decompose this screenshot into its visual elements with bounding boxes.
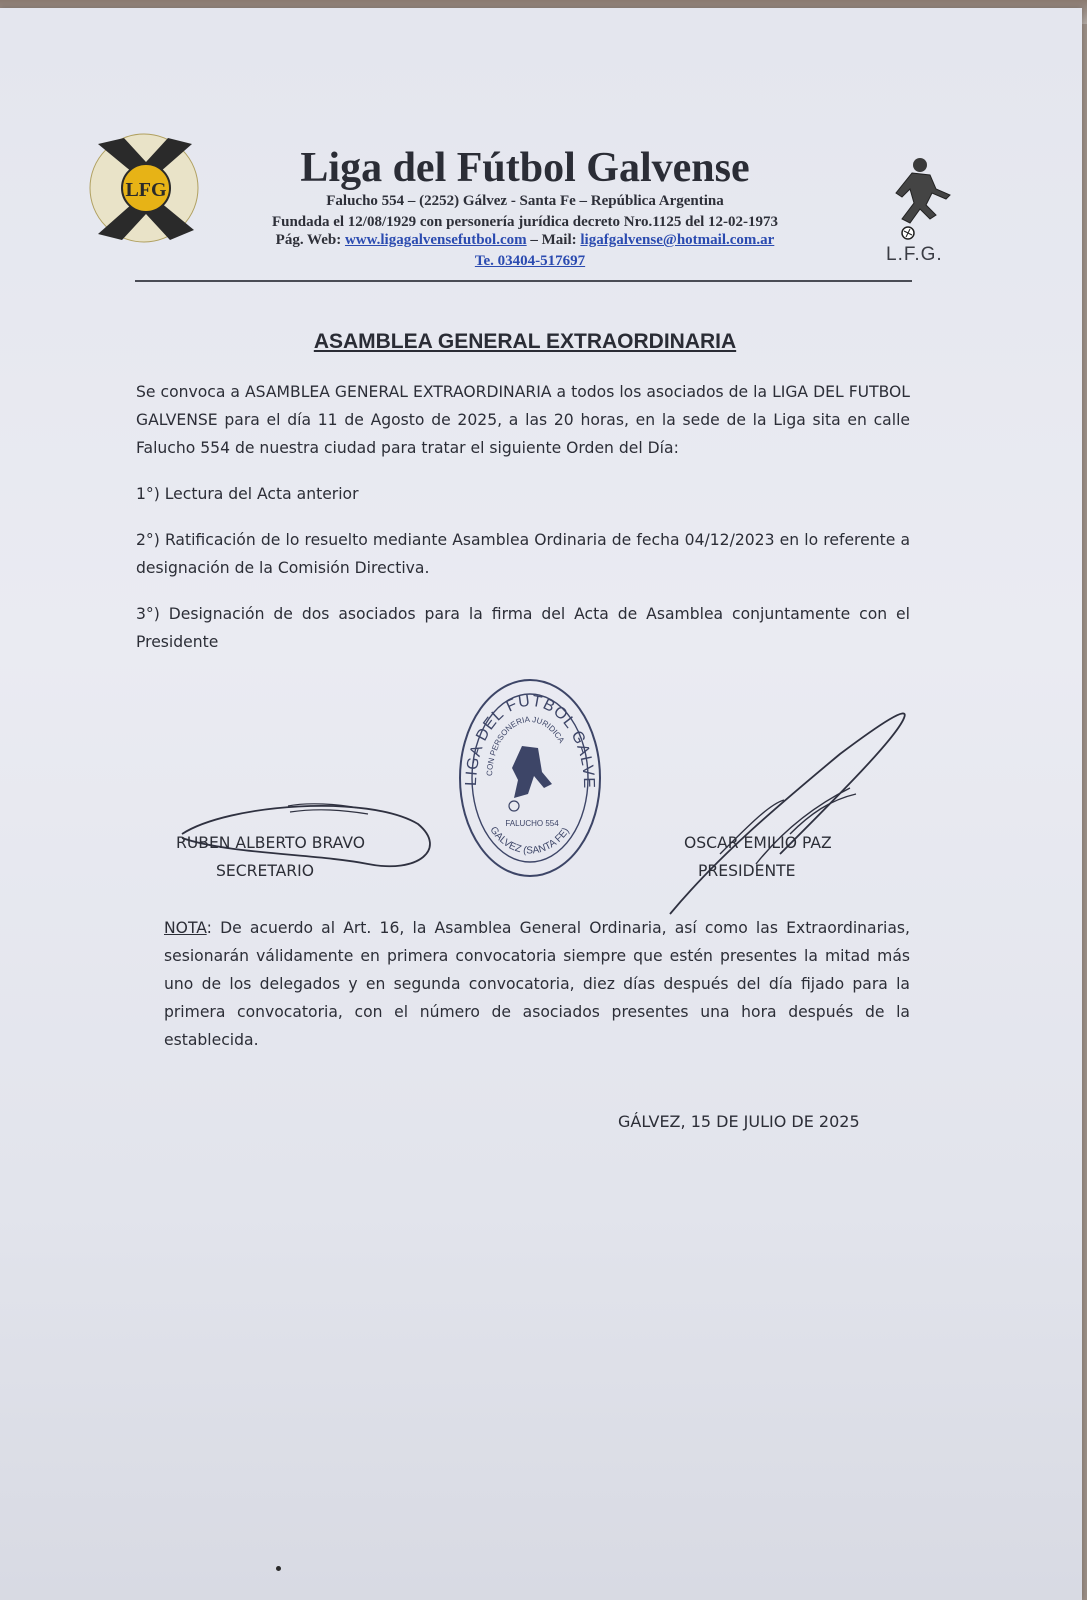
- president-role: PRESIDENTE: [698, 862, 796, 880]
- phone-link[interactable]: Te. 03404-517697: [474, 253, 586, 269]
- logo-initials: LFG: [125, 179, 167, 201]
- stamp-address-text: FALUCHO 554: [505, 819, 559, 828]
- website-link[interactable]: www.ligagalvensefutbol.com: [344, 232, 527, 248]
- secretary-name: RUBEN ALBERTO BRAVO: [176, 834, 366, 852]
- mail-label: – Mail:: [530, 232, 577, 248]
- note-label: NOTA: [164, 919, 207, 937]
- phone-line: [360, 253, 700, 270]
- document-title: ASAMBLEA GENERAL EXTRAORDINARIA: [313, 330, 737, 353]
- note-paragraph: [164, 914, 910, 1054]
- agenda-item-1: 1°) Lectura del Acta anterior: [136, 485, 359, 503]
- founded-line: Fundada el 12/08/1929 con personería jurídica decreto Nro.1125 del 12-02-1973: [271, 214, 779, 230]
- ink-dot: [276, 1566, 281, 1571]
- stamp-inner-text: CON PERSONERIA JURIDICA: [484, 714, 567, 777]
- stamp-city-text: GALVEZ (SANTA FE): [487, 824, 572, 857]
- president-signature: [660, 704, 920, 928]
- organization-title: Liga del Fútbol Galvense: [300, 145, 750, 191]
- secretary-role: SECRETARIO: [216, 862, 315, 880]
- agenda-item-3: 3°) Designación de dos asociados para la firma del Acta de Asamblea conjuntamente con el Presidente: [136, 605, 910, 651]
- initials-label: L.F.G.: [886, 244, 943, 265]
- email-link[interactable]: ligafgalvense@hotmail.com.ar: [580, 232, 775, 248]
- contact-line: [200, 232, 850, 249]
- president-name: OSCAR EMILIO PAZ: [684, 834, 832, 852]
- league-logo: [88, 130, 206, 254]
- address-line: Falucho 554 – (2252) Gálvez - Santa Fe – República Argentina: [326, 193, 724, 209]
- web-label: Pág. Web:: [275, 232, 342, 248]
- document-date: GÁLVEZ, 15 DE JULIO DE 2025: [618, 1112, 860, 1131]
- agenda-item-2: 2°) Ratificación de lo resuelto mediante Asamblea Ordinaria de fecha 04/12/2023 en lo referente a designación de la Comisión Directiva.: [136, 531, 910, 577]
- header-divider: [135, 280, 912, 282]
- player-figure-icon: [880, 153, 960, 245]
- stamp-outer-text: LIGA DEL FUTBOL GALVE: [462, 692, 598, 790]
- intro-paragraph: Se convoca a ASAMBLEA GENERAL EXTRAORDINARIA a todos los asociados de la LIGA DEL FUTBOL GALVENSE para el día 11 de Agosto de 2025, a las 20 horas, en la sede de la Liga sita en calle Falucho 554 de nuestra ciudad para tratar el siguiente Orden del Día:: [136, 383, 910, 457]
- note-text: : De acuerdo al Art. 16, la Asamblea General Ordinaria, así como las Extraordinarias, sesionarán válidamente en primera convocatoria siempre que estén presentes la mitad más uno de los delegados y en segunda convocatoria, diez días después del día fijado para la primera convocatoria, con el número de asociados presentes una hora después de la establecida.: [164, 919, 910, 1049]
- document-page: [0, 8, 1082, 1600]
- official-stamp: [452, 676, 608, 884]
